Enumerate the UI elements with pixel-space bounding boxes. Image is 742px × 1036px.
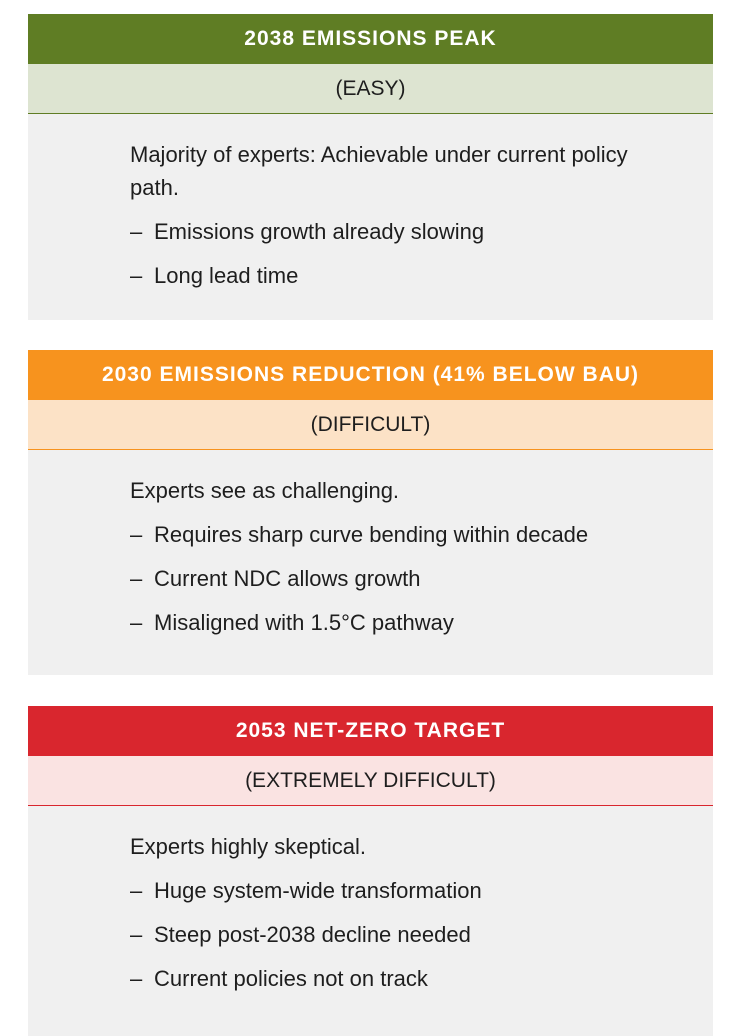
card-body — [28, 114, 713, 292]
dash-bullet-icon: – — [130, 566, 143, 591]
list-item — [130, 259, 673, 292]
bullet-text: Long lead time — [154, 263, 299, 288]
bullet-text: Requires sharp curve bending within decade — [154, 522, 589, 547]
bullet-text: Current policies not on track — [154, 966, 428, 991]
list-item — [130, 562, 673, 595]
dash-bullet-icon: – — [130, 263, 143, 288]
summary-text: Majority of experts: Achievable under current policy path. — [130, 142, 628, 200]
difficulty-label: (DIFFICULT) — [28, 400, 713, 450]
list-item — [130, 962, 673, 995]
bullet-text: Emissions growth already slowing — [154, 219, 485, 244]
card-net-zero-target — [28, 706, 713, 1036]
summary-text: Experts see as challenging. — [130, 478, 400, 503]
card-title: 2053 NET-ZERO TARGET — [28, 706, 713, 756]
card-body — [28, 806, 713, 995]
card-emissions-reduction — [28, 350, 713, 675]
card-title: 2030 EMISSIONS REDUCTION (41% BELOW BAU) — [28, 350, 713, 400]
dash-bullet-icon: – — [130, 878, 143, 903]
bullet-text: Misaligned with 1.5°C pathway — [154, 610, 454, 635]
dash-bullet-icon: – — [130, 610, 143, 635]
card-emissions-peak — [28, 14, 713, 320]
card-body — [28, 450, 713, 639]
bullet-list — [130, 518, 673, 639]
list-item — [130, 874, 673, 907]
difficulty-label: (EXTREMELY DIFFICULT) — [28, 756, 713, 806]
summary-text: Experts highly skeptical. — [130, 834, 366, 859]
card-title: 2038 EMISSIONS PEAK — [28, 14, 713, 64]
list-item — [130, 606, 673, 639]
difficulty-label: (EASY) — [28, 64, 713, 114]
bullet-text: Steep post-2038 decline needed — [154, 922, 471, 947]
dash-bullet-icon: – — [130, 966, 143, 991]
list-item — [130, 918, 673, 951]
dash-bullet-icon: – — [130, 522, 143, 547]
bullet-text: Current NDC allows growth — [154, 566, 421, 591]
list-item — [130, 215, 673, 248]
bullet-list — [130, 874, 673, 995]
dash-bullet-icon: – — [130, 219, 143, 244]
bullet-text: Huge system-wide transformation — [154, 878, 482, 903]
dash-bullet-icon: – — [130, 922, 143, 947]
bullet-list — [130, 215, 673, 292]
list-item — [130, 518, 673, 551]
